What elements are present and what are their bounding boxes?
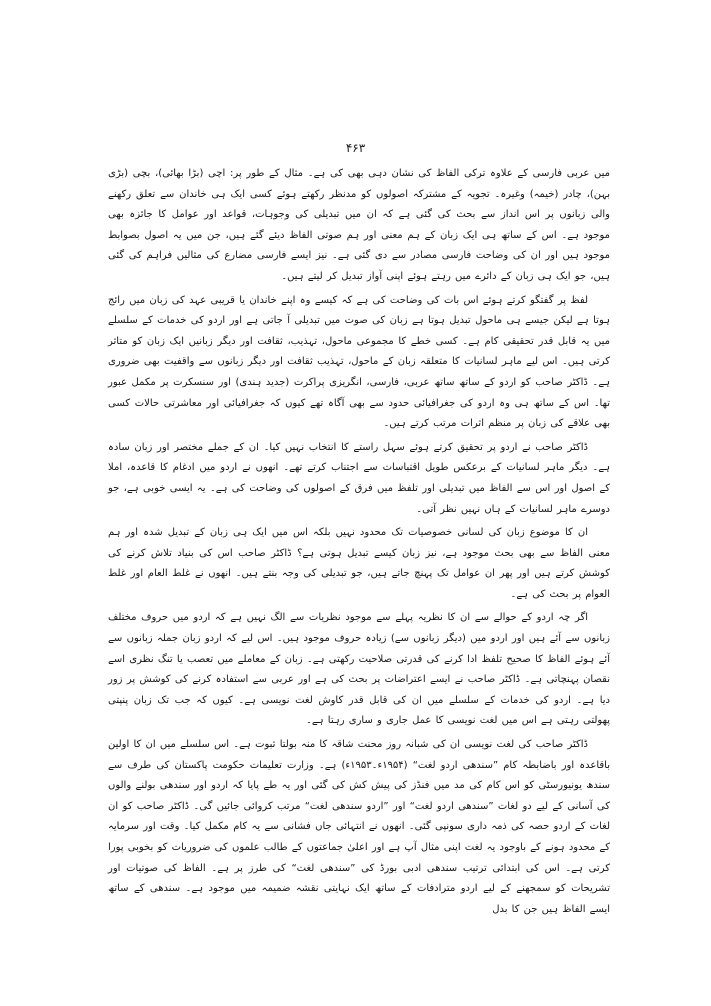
paragraph-1: میں عربی فارسی کے علاوہ ترکی الفاظ کی نشان دہی بھی کی ہے۔ مثال کے طور پر: اچی (بڑا بھائی)، بچی (بڑی بہن)، چادر (خیمہ) وغیرہ۔ تجویہ کے مشترکہ اصولوں کو مدنظر رکھتے ہوئے کسی ایک ہی خاندان سے تعلق رکھنے والی زبانوں پر اس انداز سے بحث کی گئی ہے کہ ان میں تبدیلی کی وجوہات، قواعد اور عوامل کا جائزہ بھی موجود ہے۔ اس کے ساتھ ہی ایک زبان کے ہم معنی اور ہم صوتی الفاظ دیئے گئے ہیں، جن میں یہ اصول بصوابط موجود ہیں اور ان کی وضاحت فارسی مصادر سے دی گئی ہے۔ نیز ایسے فارسی مضارع کی مثالیں فراہم کی گئی ہیں، جو ایک ہی زبان کے دائرے میں رہتے ہوئے اپنی آواز تبدیل کر لیتے ہیں۔	[108, 168, 610, 282]
paragraph-6: ڈاکٹر صاحب کی لغت نویسی ان کی شبانہ روز محنت شاقہ کا منہ بولتا ثبوت ہے۔ اس سلسلے میں ان کا اولین باقاعدہ اور باضابطہ کام ”سندھی اردو لغت“ (۱۹۵۴ء۔۱۹۵۳ء) ہے۔ وزارت تعلیمات حکومت پاکستان کی طرف سے سندھ یونیورسٹی کو اس کام کی مد میں فنڈز کی پیش کش کی گئی اور یہ طے پایا کہ اردو اور سندھی بولنے والوں کی آسانی کے لیے دو لغات ”سندھی اردو لغت“ اور ”اردو سندھی لغت“ مرتب کروائی جائیں گی۔ ڈاکٹر صاحب کو ان لغات کے اردو حصہ کی ذمہ داری سونپی گئی۔ انھوں نے انتہائی جاں فشانی سے یہ کام مکمل کیا۔ وقت اور سرمایہ کے محدود ہونے کے باوجود یہ لغت اپنی مثال آپ ہے اور اعلیٰ جماعتوں کے طالب علموں کی ضروریات کو بخوبی پورا کرتی ہے۔ اس کی ابتدائی ترتیب سندھی ادبی بورڈ کی ”سندھی لغت“ کی طرز پر ہے۔ الفاظ کی صوتیات اور تشریحات کو سمجھنے کے لیے اردو مترادفات کے ساتھ ایک نہایتی نقشہ ضمیمہ میں موجود ہے۔ سندھی کے ساتھ ایسے الفاظ ہیں جن کا بدل	[108, 739, 610, 915]
paragraph-2: لفظ پر گفتگو کرتے ہوئے اس بات کی وضاحت کی ہے کہ کیسے وہ اپنے خاندان یا قریبی عہد کی زبان میں رائج ہوتا ہے لیکن جیسے ہی ماحول تبدیل ہوتا ہے زبان کی صوت میں تبدیلی آ جاتی ہے اور اردو کی خدمات کے سلسلے میں یہ قابل قدر تحقیقی کام ہے۔ کسی خطے کا مجموعی ماحول، تہذیب، ثقافت اور دیگر زبانیں ایک زبان کو متاثر کرتی ہیں۔ اس لیے ماہر لسانیات کا متعلقہ زبان کے ماحول، تہذیب ثقافت اور دیگر زبانوں سے واقفیت بھی ضروری ہے۔ ڈاکٹر صاحب کو اردو کے ساتھ ساتھ عربی، فارسی، انگریزی پراکرت (جدید ہندی) اور سنسکرت پر مکمل عبور تھا۔ اس کے ساتھ ہی وہ اردو کی جغرافیائی حدود سے بھی آگاہ تھے کیوں کہ جغرافیائی اور معاشرتی حالات کسی بھی علاقے کی زبان پر منظم اثرات مرتب کرتے ہیں۔	[108, 294, 610, 430]
paragraph-4: ان کا موضوع زبان کی لسانی خصوصیات تک محدود نہیں بلکہ اس میں ایک ہی زبان کے تبدیل شدہ اور ہم معنی الفاظ سے بھی بحث موجود ہے، نیز زبان کیسے تبدیل ہوتی ہے؟ ڈاکٹر صاحب اس کی بنیاد تلاش کرنے کی کوشش کرتے ہیں اور پھر ان عوامل تک پہنچ جاتے ہیں، جو تبدیلی کی وجہ بنتے ہیں۔ انھوں نے غلط العام اور غلط العوام پر بحث کی ہے۔	[108, 527, 610, 600]
body-text	[108, 164, 610, 920]
paragraph-5: اگر چہ اردو کے حوالے سے ان کا نظریہ پہلے سے موجود نظریات سے الگ نہیں ہے کہ اردو میں حروف مختلف زبانوں سے آئے ہیں اور اردو میں (دیگر زبانوں سے) زیادہ حروف موجود ہیں۔ اس لیے کہ اردو زبان جملہ زبانوں سے آئے ہوئے الفاظ کا صحیح تلفظ ادا کرنے کی قدرتی صلاحیت رکھتی ہے۔ زبان کے معاملے میں تعصب یا تنگ نظری اسے نقصان پہنچاتی ہے۔ ڈاکٹر صاحب نے ایسے اعتراضات پر بحث کی ہے اور عربی سے استفادہ کرنے کی کوشش پر زور دیا ہے۔ اردو کی خدمات کے سلسلے میں ان کی قابل قدر کاوش لغت نویسی ہے۔ کیوں کہ جب تک زبان پنپتی پھولتی رہتی ہے اس میں لغت نویسی کا عمل جاری و ساری رہتا ہے۔	[108, 612, 610, 727]
page-number: ۴۶۳	[345, 141, 366, 155]
paragraph-3: ڈاکٹر صاحب نے اردو پر تحقیق کرتے ہوئے سہل راستے کا انتخاب نہیں کیا۔ ان کے جملے مختصر اور زبان سادہ ہے۔ دیگر ماہر لسانیات کے برعکس طویل اقتباسات سے اجتناب کرتے تھے۔ انھوں نے اردو میں ادغام کا قاعدہ، املا کے اصول اور اس سے الفاظ میں تبدیلی اور تلفظ میں فرق کے اصولوں کی وضاحت کی ہے۔ یہ ایسی خوبی ہے، جو دوسرے ماہر لسانیات کے ہاں نہیں نظر آتی۔	[108, 441, 610, 515]
